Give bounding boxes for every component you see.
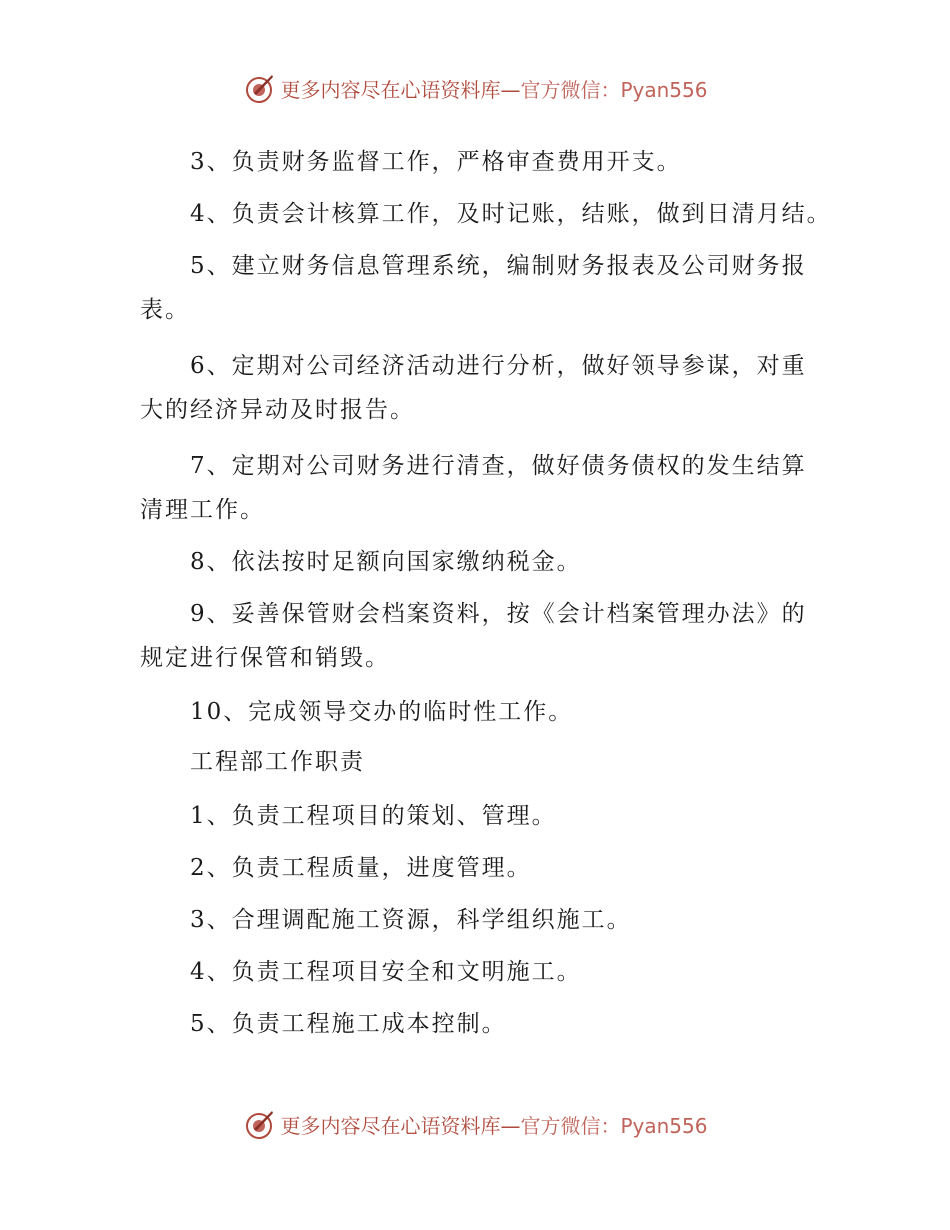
quill-logo-icon <box>242 1107 276 1141</box>
paragraph <box>140 950 810 994</box>
line: 6、定期对公司经济活动进行分析，做好领导参谋，对重 <box>190 353 807 379</box>
line: 8、依法按时足额向国家缴纳税金。 <box>190 549 582 575</box>
paragraph <box>140 1002 810 1046</box>
line: 5、负责工程施工成本控制。 <box>190 1011 507 1037</box>
paragraph <box>140 540 810 584</box>
paragraph <box>140 690 810 734</box>
paragraph <box>140 898 810 942</box>
banner-wechat: 官方微信：Pyan556 <box>520 1113 708 1138</box>
line: 7、定期对公司财务进行清查，做好债务债权的发生结算 <box>190 453 807 479</box>
footer-banner <box>0 1104 950 1144</box>
line: 10、完成领导交办的临时性工作。 <box>190 699 574 725</box>
line: 规定进行保管和销毁。 <box>140 645 390 671</box>
paragraph <box>140 444 810 532</box>
line: 3、负责财务监督工作，严格审查费用开支。 <box>190 149 682 175</box>
section-heading <box>140 740 810 784</box>
line: 9、妥善保管财会档案资料，按《会计档案管理办法》的 <box>190 601 807 627</box>
line: 4、负责工程项目安全和文明施工。 <box>190 959 582 985</box>
banner-text: 更多内容尽在心语资料库— <box>280 1113 521 1138</box>
line: 2、负责工程质量，进度管理。 <box>190 855 532 881</box>
paragraph <box>140 794 810 838</box>
header-banner <box>0 68 950 108</box>
line: 5、建立财务信息管理系统，编制财务报表及公司财务报 <box>190 253 807 279</box>
paragraph <box>140 344 810 432</box>
line: 1、负责工程项目的策划、管理。 <box>190 803 557 829</box>
line: 工程部工作职责 <box>190 749 365 775</box>
line: 4、负责会计核算工作，及时记账，结账，做到日清月结。 <box>190 201 832 227</box>
paragraph <box>140 846 810 890</box>
paragraph <box>140 244 810 332</box>
paragraph <box>140 140 810 184</box>
paragraph <box>140 592 810 680</box>
line: 表。 <box>140 297 190 323</box>
line: 3、合理调配施工资源，科学组织施工。 <box>190 907 632 933</box>
banner-wechat: 官方微信：Pyan556 <box>520 77 708 102</box>
line: 大的经济异动及时报告。 <box>140 397 415 423</box>
line: 清理工作。 <box>140 497 265 523</box>
paragraph <box>140 192 832 236</box>
banner-text: 更多内容尽在心语资料库— <box>280 77 521 102</box>
quill-logo-icon <box>242 71 276 105</box>
